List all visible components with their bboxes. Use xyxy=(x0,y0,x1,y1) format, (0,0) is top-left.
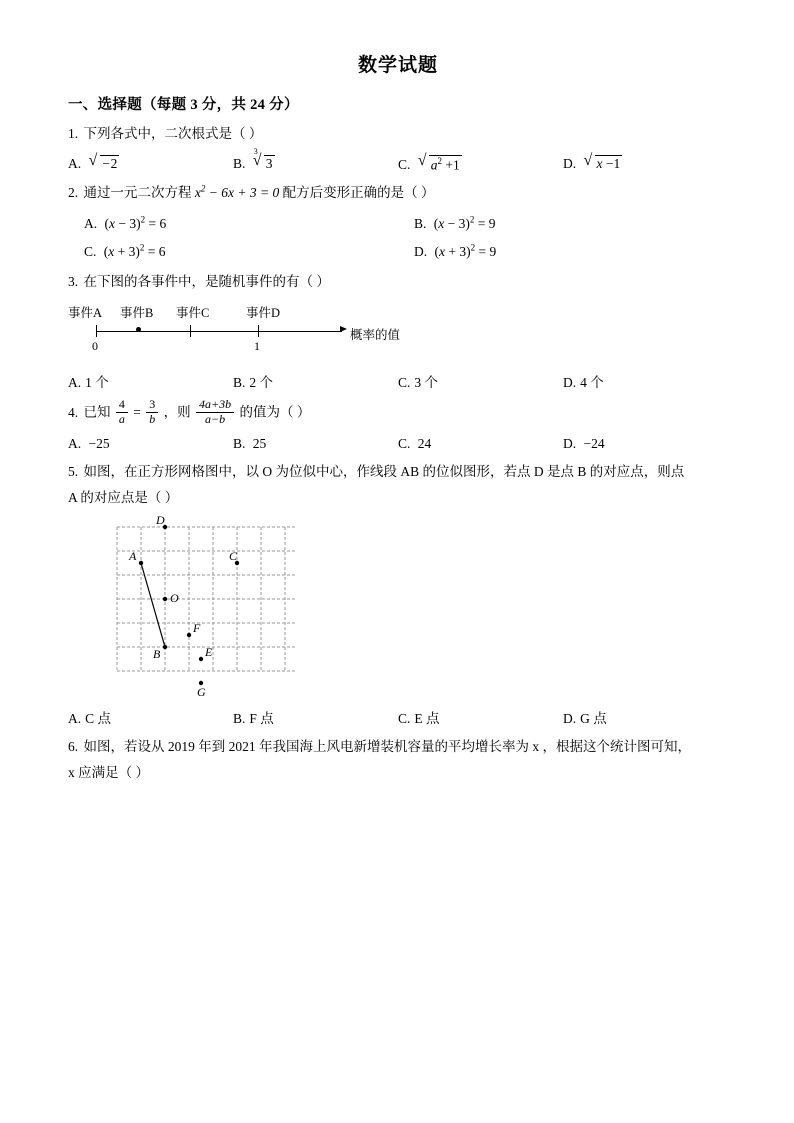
option-1-D[interactable] xyxy=(563,154,728,174)
frac1-denominator: a xyxy=(116,412,128,427)
option-2-B-label: B. xyxy=(414,216,427,232)
option-4-D[interactable] xyxy=(563,436,728,452)
option-5-C-label: C. xyxy=(398,711,411,727)
option-5-C[interactable] xyxy=(398,707,563,727)
question-6-text-line1: 如图，若设从 2019 年到 2021 年我国海上风电新增装机容量的平均增长率为 x ，根据这个统计图可知， xyxy=(83,739,691,755)
option-4-B[interactable] xyxy=(233,436,398,452)
option-5-A-label: A. xyxy=(68,711,82,727)
option-1-C[interactable] xyxy=(398,154,563,174)
option-1-A-expr: √ −2 xyxy=(89,154,120,172)
option-2-D-label: D. xyxy=(414,243,428,259)
option-2-C-expr: $(x + 3)^2 = 6$ xyxy=(103,242,166,259)
question-5-stem-line2 xyxy=(68,486,728,510)
option-3-A-label: A. xyxy=(68,375,82,391)
option-3-D[interactable] xyxy=(563,371,728,391)
option-4-D-text: −24 xyxy=(583,435,605,451)
option-3-C[interactable] xyxy=(398,371,563,391)
option-4-C-label: C. xyxy=(398,435,411,451)
option-2-B-expr: $(x - 3)^2 = 9$ xyxy=(433,214,496,232)
question-2-options-row1 xyxy=(68,215,728,233)
point-label-O: O xyxy=(170,591,179,606)
option-5-B-label: B. xyxy=(233,711,246,727)
option-1-A[interactable] xyxy=(68,154,233,174)
option-2-C[interactable] xyxy=(68,242,398,260)
frac3-numerator: 4a+3b xyxy=(199,397,232,412)
question-5-number: 5. xyxy=(68,463,79,479)
option-4-A-text: −25 xyxy=(88,435,110,451)
option-2-A[interactable] xyxy=(68,215,398,233)
option-5-A[interactable] xyxy=(68,707,233,727)
option-1-D-expr: √ x −1 xyxy=(584,154,623,172)
tick-label-1: 1 xyxy=(254,339,260,354)
option-3-B-label: B. xyxy=(233,375,246,391)
number-line-axis xyxy=(96,331,342,332)
option-1-A-label: A. xyxy=(68,155,82,171)
grid-svg xyxy=(112,519,302,699)
option-3-B-text: 2 个 xyxy=(249,375,274,391)
option-5-B-text: F 点 xyxy=(249,711,274,727)
question-6-text-line2: x 应满足（ ） xyxy=(68,764,149,780)
event-label-D: 事件D xyxy=(246,306,281,321)
question-5-stem xyxy=(68,460,728,484)
question-3-text: 在下图的各事件中，是随机事件的有（ ） xyxy=(83,273,330,289)
option-1-B[interactable] xyxy=(233,154,398,174)
option-3-A[interactable] xyxy=(68,371,233,391)
axis-title: 概率的值 xyxy=(350,328,401,343)
event-label-A: 事件A xyxy=(68,306,103,321)
question-2-equation: $x^2 - 6x + 3 = 0$ xyxy=(194,183,280,201)
question-4-number: 4. xyxy=(68,404,79,420)
option-1-C-label: C. xyxy=(398,157,411,173)
page-content xyxy=(68,50,728,786)
tick-0 xyxy=(96,325,97,337)
option-4-D-label: D. xyxy=(563,435,577,451)
question-6-stem xyxy=(68,735,728,759)
frac3-denominator: a−b xyxy=(196,412,234,427)
option-3-A-text: 1 个 xyxy=(85,375,109,391)
question-1-number: 1. xyxy=(68,126,79,141)
option-1-D-label: D. xyxy=(563,155,577,171)
option-1-B-label: B. xyxy=(233,155,246,171)
question-4-fraction-3 xyxy=(196,398,234,427)
frac1-numerator: 4 xyxy=(118,397,125,412)
question-6-number: 6. xyxy=(68,739,79,755)
option-5-A-text: C 点 xyxy=(85,711,112,727)
option-2-B[interactable] xyxy=(398,215,728,233)
event-label-C: 事件C xyxy=(176,306,210,321)
question-1-options xyxy=(68,154,728,174)
question-3-options xyxy=(68,371,728,391)
point-label-A: A xyxy=(129,549,137,564)
point-label-B: B xyxy=(153,647,161,662)
option-3-C-label: C. xyxy=(398,375,411,391)
axis-arrow-icon xyxy=(340,326,347,332)
option-3-B[interactable] xyxy=(233,371,398,391)
option-3-D-text: 4 个 xyxy=(580,375,604,391)
question-2-options-row2 xyxy=(68,242,728,260)
question-2-number: 2. xyxy=(68,185,79,201)
tick-label-0: 0 xyxy=(92,339,98,354)
question-5-options xyxy=(68,707,728,727)
question-4-options xyxy=(68,436,728,452)
tick-1 xyxy=(258,325,259,337)
question-4-text-post: 的值为（ ） xyxy=(239,404,311,420)
question-3-stem xyxy=(68,270,728,294)
option-4-A[interactable] xyxy=(68,436,233,452)
option-2-A-expr: $(x - 3)^2 = 6$ xyxy=(104,214,167,232)
question-4-fraction-2 xyxy=(146,398,158,427)
option-3-C-text: 3 个 xyxy=(414,375,439,391)
question-4-stem xyxy=(68,399,728,428)
question-2-text-pre: 通过一元二次方程 xyxy=(83,185,192,201)
point-label-C: C xyxy=(229,549,238,564)
section-heading: 一、选择题（每题 3 分，共 24 分） xyxy=(68,97,299,113)
option-5-D-text: G 点 xyxy=(580,711,607,727)
option-5-D[interactable] xyxy=(563,707,728,727)
question-5-text-line1: 如图，在正方形网格图中，以 O 为位似中心，作线段 AB 的位似图形，若点 D 是点 B 的对应点，则点 xyxy=(83,463,685,479)
event-label-B: 事件B xyxy=(120,306,154,321)
question-4-text-mid: ，则 xyxy=(163,404,191,420)
option-1-C-expr: √ $a^2 +1$ xyxy=(418,154,462,174)
point-label-G: G xyxy=(197,685,206,700)
option-2-D-expr: $(x + 3)^2 = 9$ xyxy=(434,242,497,259)
option-4-C[interactable] xyxy=(398,436,563,452)
option-3-D-label: D. xyxy=(563,375,577,391)
question-1-text: 下列各式中，二次根式是（ ） xyxy=(83,126,263,141)
option-2-C-label: C. xyxy=(84,243,97,259)
question-6-stem-line2 xyxy=(68,761,728,785)
option-1-B-expr: √ 3 3 xyxy=(253,154,275,172)
option-4-B-text: 25 xyxy=(252,435,267,451)
question-4-fraction-1 xyxy=(116,398,128,427)
option-5-D-label: D. xyxy=(563,711,577,727)
option-4-A-label: A. xyxy=(68,435,82,451)
question-4-equals: = xyxy=(133,404,141,420)
probability-number-line-figure xyxy=(68,299,728,363)
option-2-A-label: A. xyxy=(84,216,98,232)
question-2-stem xyxy=(68,181,728,205)
tick-mid xyxy=(190,325,191,337)
page-title: 数学试题 xyxy=(357,55,438,76)
question-5-text-line2: A 的对应点是（ ） xyxy=(68,489,179,505)
option-5-B[interactable] xyxy=(233,707,398,727)
option-5-C-text: E 点 xyxy=(414,711,440,727)
frac2-numerator: 3 xyxy=(149,397,156,412)
point-label-D: D xyxy=(156,513,165,528)
question-4-text-pre: 已知 xyxy=(83,404,111,420)
similar-figure-grid xyxy=(112,513,302,700)
question-3-number: 3. xyxy=(68,273,79,289)
question-1-stem xyxy=(68,122,728,146)
question-2-text-post: 配方后变形正确的是（ ） xyxy=(282,185,435,201)
point-label-F: F xyxy=(193,621,201,636)
option-4-B-label: B. xyxy=(233,435,246,451)
option-2-D[interactable] xyxy=(398,242,728,260)
frac2-denominator: b xyxy=(146,412,158,427)
point-label-E: E xyxy=(205,645,213,660)
option-4-C-text: 24 xyxy=(417,435,432,451)
